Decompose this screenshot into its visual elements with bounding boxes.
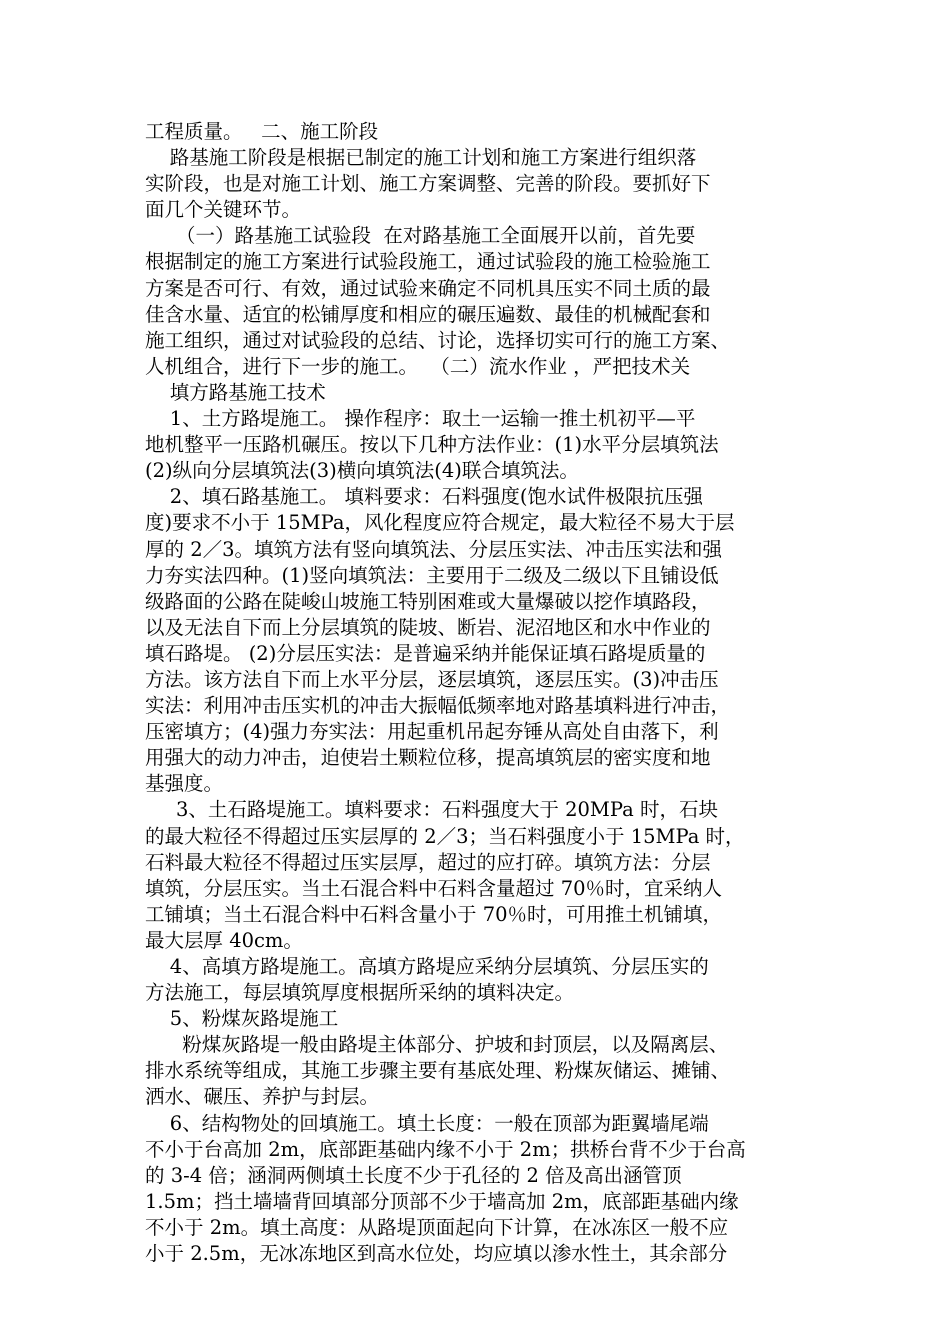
text-line: 2、填石路基施工。 填料要求：石料强度(饱水试件极限抗压强	[145, 485, 704, 509]
section-heading: 填方路基施工技术	[145, 380, 326, 404]
text-line: 填石路堤。 (2)分层压实法：是普遍采纳并能保证填石路堤质量的	[145, 641, 706, 665]
text-line: 面几个关键环节。	[145, 198, 302, 222]
text-line: 实法：利用冲击压实机的冲击大振幅低频率地对路基填料进行冲击，	[145, 694, 731, 718]
text-line: 的 3-4 倍；涵洞两侧填土长度不少于孔径的 2 倍及高出涵管顶	[145, 1163, 682, 1187]
text-line: 6、结构物处的回填施工。填土长度：一般在顶部为距翼墙尾端	[145, 1111, 709, 1135]
text-line: 粉煤灰路堤一般由路堤主体部分、护坡和封顶层，以及隔离层、	[145, 1033, 729, 1057]
text-line: 排水系统等组成，其施工步骤主要有基底处理、粉煤灰储运、摊铺、	[145, 1059, 731, 1083]
text-line: 小于 2.5m，无冰冻地区到高水位处，均应填以渗水性土，其余部分	[145, 1242, 728, 1266]
text-line: 级路面的公路在陡峻山坡施工特别困难或大量爆破以挖作填路段，	[145, 589, 711, 613]
text-line: 厚的 2／3。填筑方法有竖向填筑法、分层压实法、冲击压实法和强	[145, 537, 723, 561]
text-line: (2)纵向分层填筑法(3)横向填筑法(4)联合填筑法。	[145, 459, 579, 483]
text-line: 工铺填；当土石混合料中石料含量小于 70％时，可用推土机铺填，	[145, 902, 723, 926]
text-line: 施工组织，通过对试验段的总结、讨论，选择切实可行的施工方案、	[145, 328, 731, 352]
text-line: 工程质量。 二、施工阶段	[145, 120, 379, 143]
text-line: 洒水、碾压、养护与封层。	[145, 1085, 380, 1109]
text-line: 佳含水量、适宜的松铺厚度和相应的碾压遍数、最佳的机械配套和	[145, 302, 711, 326]
text-line: 石料最大粒径不得超过压实层厚，超过的应打碎。填筑方法：分层	[145, 850, 711, 874]
text-line: 根据制定的施工方案进行试验段施工，通过试验段的施工检验施工	[145, 250, 711, 274]
text-line: 压密填方；(4)强力夯实法：用起重机吊起夯锤从高处自由落下，利	[145, 720, 719, 744]
text-line: 3、土石路堤施工。填料要求：石料强度大于 20MPa 时，石块	[145, 798, 718, 822]
text-line: 1.5m；挡土墙墙背回填部分顶部不少于墙高加 2m，底部距基础内缘	[145, 1189, 739, 1213]
text-line: 的最大粒径不得超过压实层厚的 2／3；当石料强度小于 15MPa 时，	[145, 824, 745, 848]
text-line: 不小于台高加 2m，底部距基础内缘不小于 2m；拱桥台背不少于台高	[145, 1137, 746, 1161]
text-line: 方法施工，每层填筑厚度根据所采纳的填料决定。	[145, 981, 575, 1005]
text-line: 用强大的动力冲击，迫使岩土颗粒位移，提高填筑层的密实度和地	[145, 746, 711, 770]
document-body	[145, 119, 815, 1267]
text-line: 4、高填方路堤施工。高填方路堤应采纳分层填筑、分层压实的	[145, 955, 709, 978]
text-line: 方案是否可行、有效，通过试验来确定不同机具压实不同土质的最	[145, 276, 711, 300]
text-line: 填筑，分层压实。当土石混合料中石料含量超过 70％时，宜采纳人	[145, 876, 723, 900]
text-line: 实阶段，也是对施工计划、施工方案调整、完善的阶段。要抓好下	[145, 172, 711, 196]
text-line: 5、粉煤灰路堤施工	[145, 1007, 339, 1031]
text-line: 基强度。	[145, 772, 224, 796]
text-line: 人机组合，进行下一步的施工。 （二）流水作业 ，严把技术关	[145, 354, 691, 378]
text-line: 地机整平一压路机碾压。按以下几种方法作业：(1)水平分层填筑法	[145, 433, 719, 457]
text-line: 不小于 2m。填土高度：从路堤顶面起向下计算，在冰冻区一般不应	[145, 1215, 729, 1239]
text-line: 路基施工阶段是根据已制定的施工计划和施工方案进行组织落	[145, 146, 697, 170]
text-line: 以及无法自下而上分层填筑的陡坡、断岩、泥沼地区和水中作业的	[145, 615, 711, 639]
text-line: 方法。该方法自下而上水平分层，逐层填筑，逐层压实。(3)冲击压	[145, 667, 719, 691]
text-line: 1、土方路堤施工。 操作程序：取土一运输一推土机初平—平	[145, 407, 696, 431]
text-line: 力夯实法四种。(1)竖向填筑法：主要用于二级及二级以下且铺设低	[145, 563, 719, 587]
text-line: 度)要求不小于 15MPa，风化程度应符合规定，最大粒径不易大于层	[145, 511, 735, 535]
text-line: （一）路基施工试验段 在对路基施工全面展开以前，首先要	[145, 224, 696, 248]
text-line: 最大层厚 40cm。	[145, 928, 303, 952]
